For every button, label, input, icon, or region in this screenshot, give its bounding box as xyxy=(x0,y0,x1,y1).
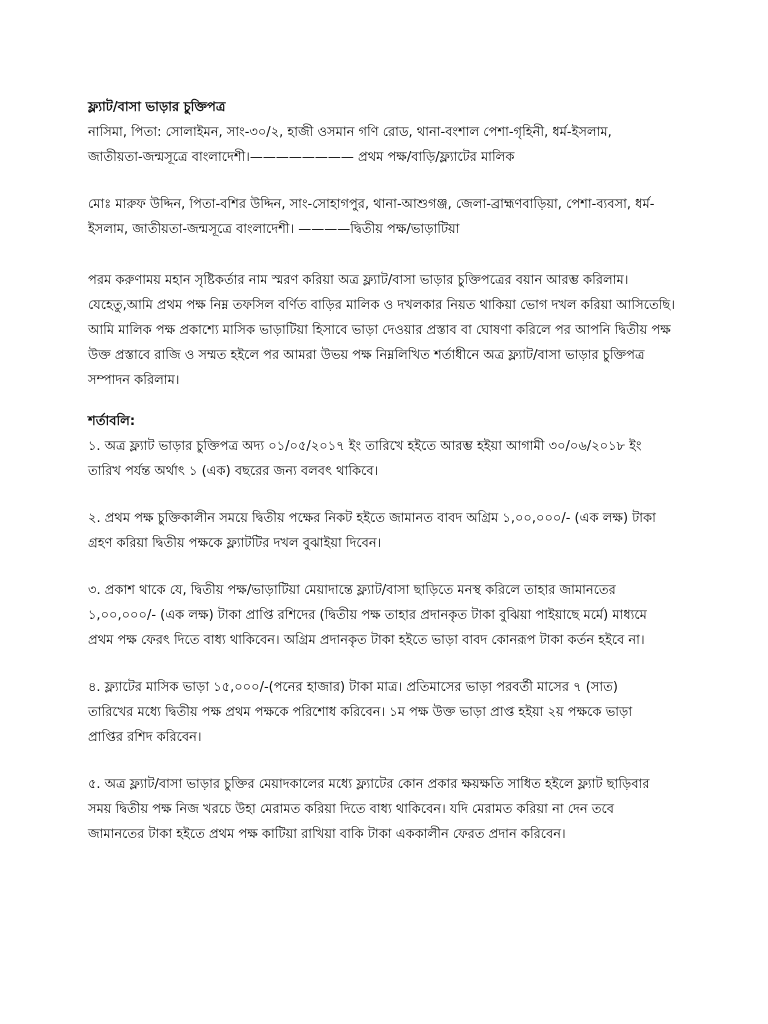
recital-line: সম্পাদন করিলাম। xyxy=(88,373,180,388)
term-line: প্রাপ্তির রশিদ করিবেন। xyxy=(88,730,202,745)
second-party-line: ইসলাম, জাতীয়তা-জন্মসূত্রে বাংলাদেশী। ————দ্বিতীয় পক্ষ/ভাড়াটিয়া xyxy=(88,222,460,237)
term-line: জামানতের টাকা হইতে প্রথম পক্ষ কাটিয়া রাখিয়া বাকি টাকা এককালীন ফেরত প্রদান করিবেন। xyxy=(88,827,566,842)
first-party-line: জাতীয়তা-জন্মসূত্রে বাংলাদেশী।———————— প্রথম পক্ষ/বাড়ি/ফ্ল্যাটের মালিক xyxy=(88,150,515,165)
first-party-line: নাসিমা, পিতা: সোলাইমন, সাং-৩০/২, হাজী ওসমান গণি রোড, থানা-বংশাল পেশা-গৃহিনী, ধর্ম-ইসলাম, xyxy=(88,125,612,140)
term-line: তারিখ পর্যন্ত অর্থাৎ ১ (এক) বছরের জন্য বলবৎ থাকিবে। xyxy=(88,464,379,479)
term-line: ১. অত্র ফ্ল্যাট ভাড়ার চুক্তিপত্র অদ্য ০১/০৫/২০১৭ ইং তারিখে হইতে আরম্ভ হইয়া আগামী ৩০/০৬/২০১৮ ইং xyxy=(88,439,642,454)
term-line: ৩. প্রকাশ থাকে যে, দ্বিতীয় পক্ষ/ভাড়াটিয়া মেয়াদান্তে ফ্ল্যাট/বাসা ছাড়িতে মনস্থ করিলে তাহার জামানতের xyxy=(88,583,616,598)
term-line: গ্রহণ করিয়া দ্বিতীয় পক্ষকে ফ্ল্যাটটির দখল বুঝাইয়া দিবেন। xyxy=(88,536,382,551)
term-1 xyxy=(88,434,708,484)
recital-line: যেহেতু,আমি প্রথম পক্ষ নিম্ন তফসিল বর্ণিত বাড়ির মালিক ও দখলকার নিয়ত থাকিয়া ভোগ দখল করিয়া আসিতেছি। xyxy=(88,298,675,313)
recital-line: উক্ত প্রস্তাবে রাজি ও সম্মত হইলে পর আমরা উভয় পক্ষ নিম্নলিখিত শর্তাধীনে অত্র ফ্ল্যাট/বাসা ভাড়ার চুক্তিপত্র xyxy=(88,348,645,363)
term-line: তারিখের মধ্যে দ্বিতীয় পক্ষ প্রথম পক্ষকে পরিশোধ করিবেন। ১ম পক্ষ উক্ত ভাড়া প্রাপ্ত হইয়া ২য় পক্ষকে ভাড়া xyxy=(88,705,633,720)
term-line: ৪. ফ্ল্যাটের মাসিক ভাড়া ১৫,০০০/-(পনের হাজার) টাকা মাত্র। প্রতিমাসের ভাড়া পরবর্তী মাসের ৭ (সাত) xyxy=(88,680,618,695)
term-line: ৫. অত্র ফ্ল্যাট/বাসা ভাড়ার চুক্তির মেয়াদকালের মধ্যে ফ্ল্যাটের কোন প্রকার ক্ষয়ক্ষতি সাধিত হইলে ফ্ল্যাট ছাড়িবার xyxy=(88,777,650,792)
preamble-paragraph: পরম করুণাময় মহান সৃষ্টিকর্তার নাম স্মরণ করিয়া অত্র ফ্ল্যাট/বাসা ভাড়ার চুক্তিপত্রের বয়ান আরম্ভ করিলাম। xyxy=(88,273,629,288)
terms-heading: শর্তাবলি: xyxy=(88,414,136,429)
term-line: ১,০০,০০০/- (এক লক্ষ) টাকা প্রাপ্তি রশিদের (দ্বিতীয় পক্ষ তাহার প্রদানকৃত টাকা বুঝিয়া পাইয়াছে মর্মে) মাধ্যমে xyxy=(88,608,647,623)
second-party-line: মোঃ মারুফ উদ্দিন, পিতা-বশির উদ্দিন, সাং-সোহাগপুর, থানা-আশুগঞ্জ, জেলা-ব্রাহ্মণবাড়িয়া, পেশা-ব্যবসা, ধর্ম- xyxy=(88,197,655,212)
document-title: ফ্ল্যাট/বাসা ভাড়ার চুক্তিপত্র xyxy=(88,100,226,115)
term-line: প্রথম পক্ষ ফেরৎ দিতে বাধ্য থাকিবেন। অগ্রিম প্রদানকৃত টাকা হইতে ভাড়া বাবদ কোনরূপ টাকা কর্তন হইবে না। xyxy=(88,633,645,648)
term-line: সময় দ্বিতীয় পক্ষ নিজ খরচে উহা মেরামত করিয়া দিতে বাধ্য থাকিবেন। যদি মেরামত করিয়া না দেন তবে xyxy=(88,802,614,817)
recital-paragraph xyxy=(88,293,708,393)
term-2 xyxy=(88,506,708,556)
term-3 xyxy=(88,578,708,653)
second-party-block xyxy=(88,192,708,242)
term-5 xyxy=(88,772,708,847)
term-line: ২. প্রথম পক্ষ চুক্তিকালীন সময়ে দ্বিতীয় পক্ষের নিকট হইতে জামানত বাবদ অগ্রিম ১,০০,০০০/- (এক লক্ষ) টাকা xyxy=(88,511,656,526)
term-4 xyxy=(88,675,708,750)
recital-line: আমি মালিক পক্ষ প্রকাশ্যে মাসিক ভাড়াটিয়া হিসাবে ভাড়া দেওয়ার প্রস্তাব বা ঘোষণা করিলে পর আপনি দ্বিতীয় পক্ষ xyxy=(88,323,671,338)
first-party-block xyxy=(88,120,708,170)
